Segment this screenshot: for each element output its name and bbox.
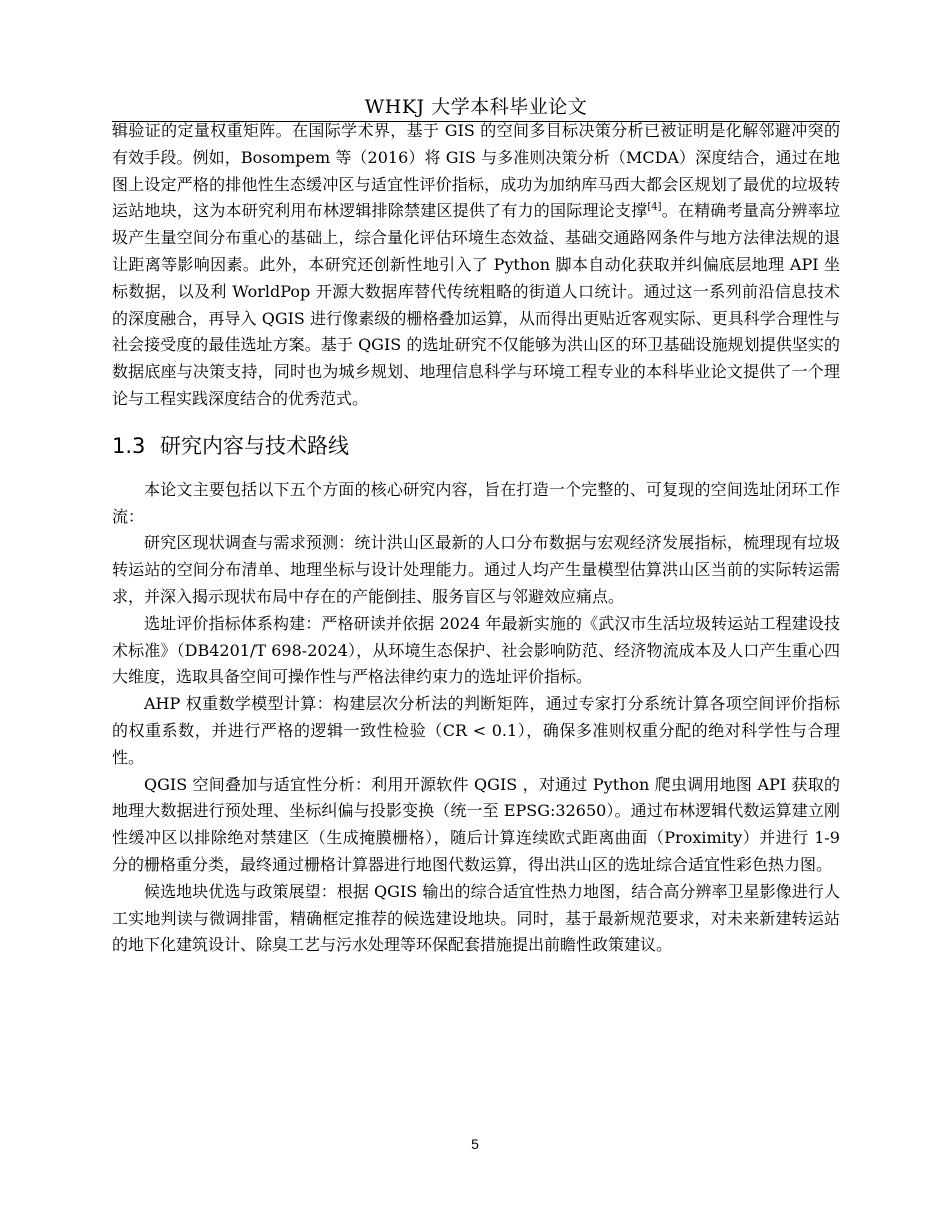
section-title: 研究内容与技术路线 [160,433,349,458]
paragraph: 研究区现状调查与需求预测：统计洪山区最新的人口分布数据与宏观经济发展指标，梳理现有垃圾转运站的空间分布清单、地理坐标与设计处理能力。通过人均产生量模型估算洪山区当前的实际转运需求，并深入揭示现状布局中存在的产能倒挂、服务盲区与邻避效应痛点。 [112,533,840,606]
paragraph-text: 辑验证的定量权重矩阵。在国际学术界，基于 GIS 的空间多目标决策分析已被证明是化解邻避冲突的有效手段。例如，Bosompem 等（2016）将 GIS 与多准则决策分析（MCDA）深度结合，通过在地图上设定严格的排他性生态缓冲区与适宜性评价指标，成功为加纳库马西大都会区规划了最优的垃圾转运站地块，这为本研究利用布林逻辑排除禁建区提供了有力的国际理论支撑 [112,121,840,221]
page-number: 5 [471,1136,479,1152]
paragraph: QGIS 空间叠加与适宜性分析：利用开源软件 QGIS ，对通过 Python 爬虫调用地图 API 获取的地理大数据进行预处理、坐标纠偏与投影变换（统一至 EPSG:32650）。通过布林逻辑代数运算建立刚性缓冲区以排除绝对禁建区（生成掩膜栅格），随后计算连续欧式距离曲面（Proximity）并进行 1-9 分的栅格重分类，最终通过栅格计算器进行地图代数运算，得出洪山区的选址综合适宜性彩色热力图。 [112,774,840,874]
body-text [112,118,840,959]
citation-reference[interactable]: [4] [647,202,662,214]
running-header: WHKJ 大学本科毕业论文 [364,96,588,118]
paragraph: AHP 权重数学模型计算：构建层次分析法的判断矩阵，通过专家打分系统计算各项空间评价指标的权重系数，并进行严格的逻辑一致性检验（CR < 0.1），确保多准则权重分配的绝对科学性与合理性。 [112,694,840,767]
section-number: 1.3 [112,433,146,458]
paragraph: 选址评价指标体系构建：严格研读并依据 2024 年最新实施的《武汉市生活垃圾转运站工程建设技术标准》（DB4201/T 698-2024），从环境生态保护、社会影响防范、经济物流成本及人口产生重心四大维度，选取具备空间可操作性与严格法律约束力的选址评价指标。 [112,613,840,687]
paragraph: 候选地块优选与政策展望：根据 QGIS 输出的综合适宜性热力地图，结合高分辨率卫星影像进行人工实地判读与微调排雷，精确框定推荐的候选建设地块。同时，基于最新规范要求，对未来新建转运站的地下化建筑设计、除臭工艺与污水处理等环保配套措施提出前瞻性政策建议。 [112,881,840,955]
paragraph-text: 。在精确考量高分辨率垃圾产生量空间分布重心的基础上，综合量化评估环境生态效益、基础交通路网条件与地方法律法规的退让距离等影响因素。此外，本研究还创新性地引入了 Python 脚本自动化获取并纠偏底层地理 API 坐标数据，以及利 WorldPop 开源大数据库替代传统粗略的街道人口统计。通过这一系列前沿信息技术的深度融合，再导入 QGIS 进行像素级的栅格叠加运算，从而得出更贴近客观实际、更具科学合理性与社会接受度的最佳选址方案。基于 QGIS 的选址研究不仅能够为洪山区的环卫基础设施规划提供坚实的数据底座与决策支持，同时也为城乡规划、地理信息科学与环境工程专业的本科毕业论文提供了一个理论与工程实践深度结合的优秀范式。 [112,201,840,408]
paragraph: 本论文主要包括以下五个方面的核心研究内容，旨在打造一个完整的、可复现的空间选址闭环工作流： [112,479,840,526]
paragraph-continuation [112,118,840,413]
section-heading [112,429,840,463]
